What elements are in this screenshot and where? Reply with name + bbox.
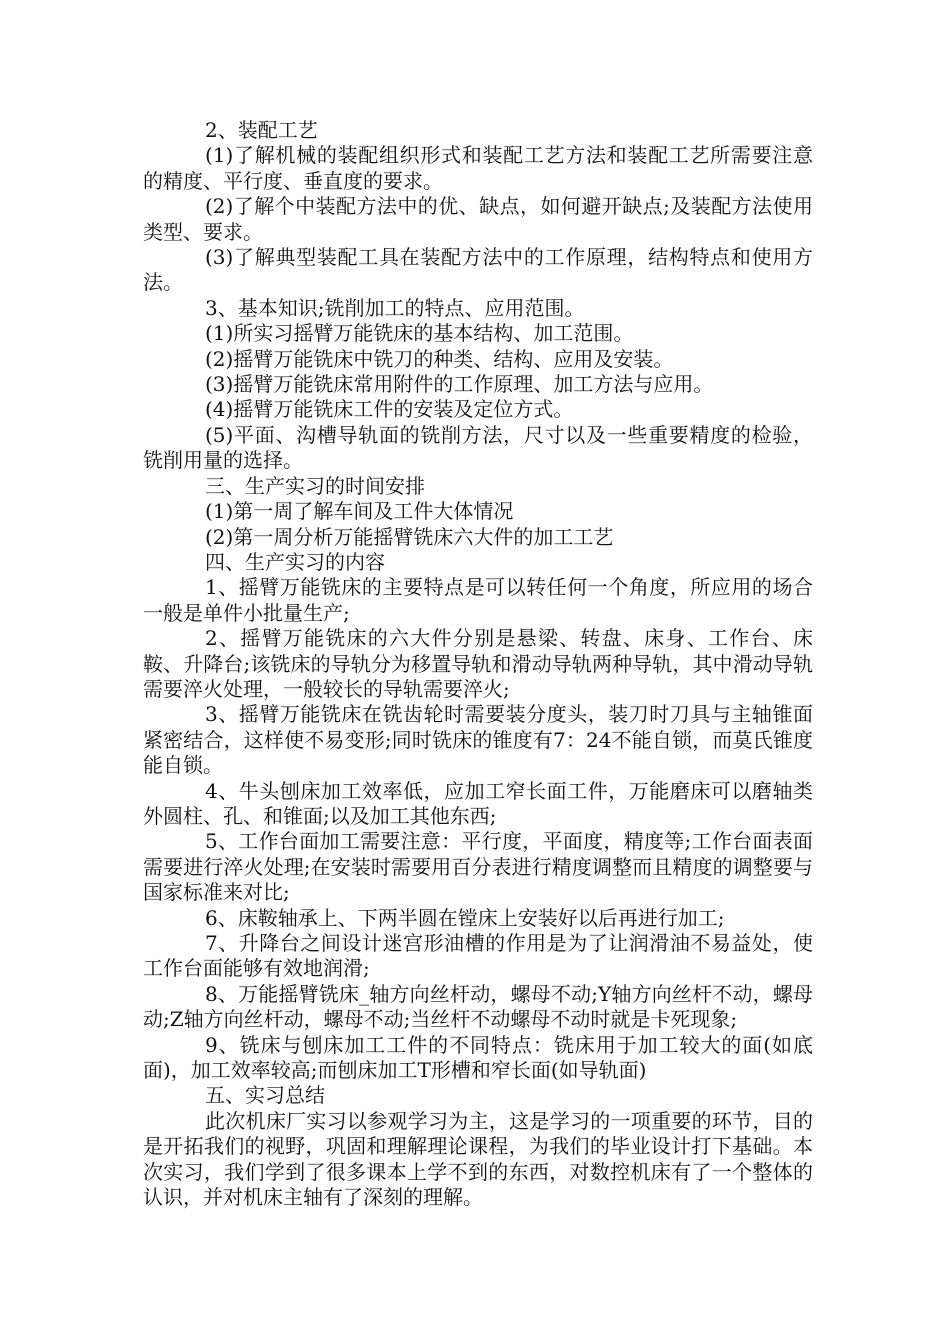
section-heading-assembly-process: 2、装配工艺 <box>205 118 318 142</box>
paragraph: (2)了解个中装配方法中的优、缺点，如何避开缺点;及装配方法使用类型、要求。 <box>143 194 813 244</box>
paragraph: 5、工作台面加工需要注意：平行度，平面度，精度等;工作台面表面需要进行淬火处理;在安装时需要用百分表进行精度调整而且精度的调整要与国家标准来对比; <box>143 829 813 905</box>
paragraph: (1)了解机械的装配组织形式和装配工艺方法和装配工艺所需要注意的精度、平行度、垂直度的要求。 <box>143 143 813 193</box>
paragraph: 2、摇臂万能铣床的六大件分别是悬梁、转盘、床身、工作台、床鞍、升降台;该铣床的导轨分为移置导轨和滑动导轨两种导轨，其中滑动导轨需要淬火处理，一般较长的导轨需要淬火; <box>143 626 813 701</box>
paragraph: (2)第一周分析万能摇臂铣床六大件的加工工艺 <box>205 524 614 549</box>
paragraph: 4、牛头刨床加工效率低，应加工窄长面工件，万能磨床可以磨轴类外圆柱、孔、和锥面;以及加工其他东西; <box>143 778 813 828</box>
paragraph: 1、摇臂万能铣床的主要特点是可以转任何一个角度，所应用的场合一般是单件小批量生产; <box>143 575 813 625</box>
paragraph: (1)所实习摇臂万能铣床的基本结构、加工范围。 <box>205 321 634 346</box>
paragraph: (1)第一周了解车间及工件大体情况 <box>205 499 514 524</box>
paragraph: 7、升降台之间设计迷宫形油槽的作用是为了让润滑油不易益处，使工作台面能够有效地润滑; <box>143 931 813 981</box>
section-heading-schedule: 三、生产实习的时间安排 <box>205 473 425 498</box>
paragraph: 6、床鞍轴承上、下两半圆在镗床上安装好以后再进行加工; <box>205 905 725 930</box>
paragraph: (3)了解典型装配工具在装配方法中的工作原理，结构特点和使用方法。 <box>143 245 813 295</box>
paragraph: (4)摇臂万能铣床工件的安装及定位方式。 <box>205 397 574 422</box>
paragraph: (5)平面、沟槽导轨面的铣削方法，尺寸以及一些重要精度的检验，铣削用量的选择。 <box>143 422 813 473</box>
section-heading-content: 四、生产实习的内容 <box>205 549 385 574</box>
paragraph: (2)摇臂万能铣床中铣刀的种类、结构、应用及安装。 <box>205 346 674 371</box>
paragraph: 9、铣床与刨床加工工件的不同特点：铣床用于加工较大的面(如底面)，加工效率较高;而刨床加工T形槽和窄长面(如导轨面) <box>143 1032 813 1083</box>
document-body <box>143 118 813 1210</box>
paragraph: 3、摇臂万能铣床在铣齿轮时需要装分度头，装刀时刀具与主轴锥面紧密结合，这样使不易变形;同时铣床的锥度有7：24不能自锁，而莫氏锥度能自锁。 <box>143 702 813 778</box>
paragraph: 8、万能摇臂铣床_轴方向丝杆动，螺母不动;Y轴方向丝杆不动，螺母动;Z轴方向丝杆动，螺母不动;当丝杆不动螺母不动时就是卡死现象; <box>143 981 813 1032</box>
paragraph: 此次机床厂实习以参观学习为主，这是学习的一项重要的环节，目的是开拓我们的视野，巩固和理解理论课程，为我们的毕业设计打下基础。本次实习，我们学到了很多课本上学不到的东西，对数控机床有了一个整体的认识，并对机床主轴有了深刻的理解。 <box>143 1108 813 1210</box>
section-heading-basic-knowledge: 3、基本知识;铣削加工的特点、应用范围。 <box>205 295 585 320</box>
section-heading-summary: 五、实习总结 <box>205 1083 325 1108</box>
paragraph: (3)摇臂万能铣床常用附件的工作原理、加工方法与应用。 <box>205 372 714 397</box>
